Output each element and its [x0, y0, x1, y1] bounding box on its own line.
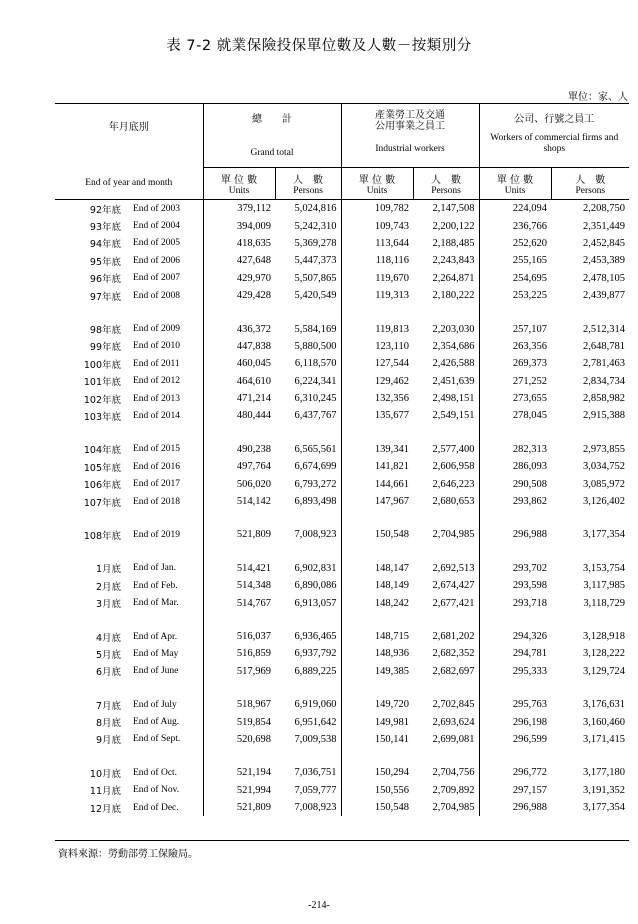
table-row: [55, 407, 629, 424]
total-persons-cell: 6,890,086: [294, 580, 337, 592]
commercial-persons-cell: 3,191,352: [583, 784, 626, 796]
page-number: -214-: [308, 900, 330, 911]
commercial-persons-cell: 3,176,631: [583, 699, 626, 711]
period-header-en: End of year and month: [85, 178, 173, 188]
industrial-units-cell: 149,385: [341, 663, 413, 680]
commercial-persons-cell: 2,452,845: [583, 237, 626, 249]
table-row: [55, 628, 629, 645]
commercial-units-cell: 293,862: [479, 493, 551, 510]
unit-label: 單位：家、人: [568, 92, 628, 103]
total-persons-cell: 6,902,831: [294, 562, 337, 574]
spacer-row: [55, 680, 629, 696]
industrial-persons-cell: 2,180,222: [432, 290, 475, 302]
sub-header-units-en: Units: [366, 186, 388, 196]
commercial-units-cell: 254,695: [479, 270, 551, 287]
industrial-units-cell: 132,356: [341, 390, 413, 407]
commercial-persons-cell: 2,973,855: [583, 443, 626, 455]
commercial-units-cell: 293,718: [479, 594, 551, 611]
period-en: End of Oct.: [133, 767, 178, 778]
table-row: [55, 355, 629, 372]
industrial-persons-cell: 2,549,151: [432, 410, 475, 422]
period-en: End of Dec.: [133, 802, 179, 813]
commercial-persons-cell: 2,915,388: [583, 410, 626, 422]
industrial-persons-cell: 2,243,843: [432, 255, 475, 267]
industrial-units-cell: 149,981: [341, 713, 413, 730]
industrial-persons-cell: 2,702,845: [432, 699, 475, 711]
total-units-cell: 506,020: [203, 475, 275, 492]
total-persons-cell: 6,224,341: [294, 375, 337, 387]
group-header-commercial-zh: 公司、行號之員工: [514, 114, 595, 125]
period-zh: 105年底: [83, 462, 121, 474]
period-zh: 103年底: [83, 411, 121, 423]
industrial-persons-cell: 2,704,756: [432, 767, 475, 779]
commercial-persons-cell: 3,128,222: [583, 648, 626, 660]
commercial-persons-cell: 3,153,754: [583, 562, 626, 574]
total-persons-cell: 5,420,549: [294, 290, 337, 302]
industrial-persons-cell: 2,709,892: [432, 784, 475, 796]
total-units-cell: 514,421: [203, 560, 275, 577]
total-units-cell: 436,372: [203, 320, 275, 337]
table-row: [55, 594, 629, 611]
industrial-persons-cell: 2,354,686: [432, 340, 475, 352]
period-en: End of 2011: [133, 358, 180, 369]
table-row: [55, 373, 629, 390]
total-persons-cell: 6,913,057: [294, 597, 337, 609]
commercial-units-cell: 282,313: [479, 441, 551, 458]
total-units-cell: 514,348: [203, 577, 275, 594]
commercial-persons-cell: 3,160,460: [583, 716, 626, 728]
commercial-persons-cell: 3,177,180: [583, 767, 626, 779]
total-persons-cell: 7,008,923: [294, 802, 337, 814]
total-persons-cell: 5,447,373: [294, 255, 337, 267]
period-en: End of 2010: [133, 341, 180, 352]
group-header-industrial-en: Industrial workers: [375, 144, 445, 154]
industrial-units-cell: 150,548: [341, 526, 413, 543]
period-en: End of 2013: [133, 393, 180, 404]
total-units-cell: 429,428: [203, 287, 275, 304]
period-zh: 97年底: [89, 291, 121, 303]
period-zh: 2月底: [95, 581, 121, 593]
period-zh: 104年底: [83, 445, 121, 457]
commercial-persons-cell: 3,129,724: [583, 665, 626, 677]
industrial-units-cell: 148,149: [341, 577, 413, 594]
period-header-zh: 年月底別: [108, 122, 149, 133]
period-zh: 9月底: [95, 735, 121, 747]
industrial-units-cell: 139,341: [341, 441, 413, 458]
industrial-persons-cell: 2,188,485: [432, 237, 475, 249]
period-zh: 4月底: [95, 632, 121, 644]
total-persons-cell: 6,437,767: [294, 410, 337, 422]
industrial-persons-cell: 2,200,122: [432, 220, 475, 232]
period-en: End of 2012: [133, 376, 180, 387]
commercial-units-cell: 269,373: [479, 355, 551, 372]
period-en: End of 2003: [133, 203, 180, 214]
commercial-units-cell: 295,763: [479, 696, 551, 713]
total-units-cell: 516,037: [203, 628, 275, 645]
commercial-units-cell: 253,225: [479, 287, 551, 304]
period-en: End of 2004: [133, 221, 180, 232]
period-zh: 5月底: [95, 649, 121, 661]
period-en: End of Sept.: [133, 734, 181, 745]
total-units-cell: 517,969: [203, 663, 275, 680]
commercial-units-cell: 273,655: [479, 390, 551, 407]
period-zh: 1月底: [95, 564, 121, 576]
industrial-units-cell: 109,782: [341, 200, 413, 218]
total-persons-cell: 6,919,060: [294, 699, 337, 711]
commercial-persons-cell: 3,126,402: [583, 496, 626, 508]
table-row: [55, 560, 629, 577]
sub-header-persons-zh: 人 數: [293, 175, 323, 186]
period-zh: 7月底: [95, 700, 121, 712]
table-row: [55, 338, 629, 355]
group-header-commercial-en: Workers of commercial firms and shops: [490, 133, 619, 154]
spacer-row: [55, 425, 629, 441]
commercial-persons-cell: 2,648,781: [583, 340, 626, 352]
period-en: End of 2006: [133, 255, 180, 266]
total-units-cell: 518,967: [203, 696, 275, 713]
sub-header-persons-en: Persons: [575, 186, 606, 196]
period-zh: 3月底: [95, 599, 121, 611]
commercial-units-cell: 296,198: [479, 713, 551, 730]
spacer-row: [55, 510, 629, 526]
table-row: [55, 287, 629, 304]
industrial-units-cell: 150,556: [341, 782, 413, 799]
sub-header-units-en: Units: [504, 186, 526, 196]
group-header-industrial-zh: 產業勞工及交通 公用事業之員工: [375, 110, 446, 132]
period-zh: 100年底: [83, 359, 121, 371]
period-en: End of 2019: [133, 529, 180, 540]
total-persons-cell: 7,036,751: [294, 767, 337, 779]
period-zh: 95年底: [89, 256, 121, 268]
period-zh: 10月底: [89, 768, 121, 780]
total-persons-cell: 5,242,310: [294, 220, 337, 232]
total-units-cell: 460,045: [203, 355, 275, 372]
sub-header-persons-en: Persons: [293, 186, 323, 196]
period-zh: 92年底: [89, 204, 121, 216]
total-persons-cell: 6,936,465: [294, 631, 337, 642]
commercial-persons-cell: 3,085,972: [583, 478, 626, 490]
industrial-units-cell: 150,141: [341, 731, 413, 748]
commercial-persons-cell: 2,478,105: [583, 272, 626, 284]
industrial-units-cell: 141,821: [341, 458, 413, 475]
industrial-units-cell: 149,720: [341, 696, 413, 713]
table-row: [55, 458, 629, 475]
industrial-persons-cell: 2,692,513: [432, 562, 475, 574]
commercial-persons-cell: 3,171,415: [583, 733, 626, 745]
commercial-persons-cell: 3,034,752: [583, 461, 626, 473]
group-header-total-zh: 總 計: [252, 114, 292, 125]
table-row: [55, 200, 629, 218]
industrial-units-cell: 127,544: [341, 355, 413, 372]
commercial-persons-cell: 2,453,389: [583, 255, 626, 267]
commercial-persons-cell: 2,351,449: [583, 220, 626, 232]
table-row: [55, 799, 629, 816]
commercial-units-cell: 294,326: [479, 628, 551, 645]
total-persons-cell: 6,793,272: [294, 478, 337, 490]
period-en: End of 2005: [133, 238, 180, 249]
industrial-units-cell: 147,967: [341, 493, 413, 510]
industrial-units-cell: 123,110: [341, 338, 413, 355]
total-units-cell: 521,994: [203, 782, 275, 799]
total-units-cell: 516,859: [203, 645, 275, 662]
sub-header-units-zh: 單 位 數: [220, 175, 258, 186]
table-row: [55, 731, 629, 748]
group-header-total-en: Grand total: [250, 148, 294, 158]
total-persons-cell: 7,008,923: [294, 529, 337, 541]
period-en: End of June: [133, 666, 179, 677]
industrial-persons-cell: 2,203,030: [432, 323, 475, 335]
total-units-cell: 514,142: [203, 493, 275, 510]
industrial-persons-cell: 2,606,958: [432, 461, 475, 473]
table-row: [55, 577, 629, 594]
total-units-cell: 519,854: [203, 713, 275, 730]
period-zh: 99年底: [89, 342, 121, 354]
industrial-units-cell: 144,661: [341, 475, 413, 492]
period-en: End of 2014: [133, 410, 180, 421]
commercial-units-cell: 257,107: [479, 320, 551, 337]
commercial-persons-cell: 2,858,982: [583, 393, 626, 405]
commercial-persons-cell: 3,128,918: [583, 631, 626, 642]
table-row: [55, 320, 629, 337]
table-row: [55, 645, 629, 662]
period-zh: 108年底: [83, 530, 121, 542]
period-zh: 11月底: [89, 786, 121, 798]
commercial-units-cell: 293,598: [479, 577, 551, 594]
total-units-cell: 521,809: [203, 526, 275, 543]
period-zh: 98年底: [89, 325, 121, 337]
total-units-cell: 447,838: [203, 338, 275, 355]
commercial-units-cell: 224,094: [479, 200, 551, 218]
table-row: [55, 270, 629, 287]
period-en: End of July: [133, 699, 177, 710]
sub-header-units-zh: 單 位 數: [496, 175, 534, 186]
commercial-units-cell: 263,356: [479, 338, 551, 355]
sub-header-persons-zh: 人 數: [431, 175, 462, 186]
total-units-cell: 521,194: [203, 764, 275, 781]
total-units-cell: 480,444: [203, 407, 275, 424]
commercial-units-cell: 252,620: [479, 235, 551, 252]
total-units-cell: 520,698: [203, 731, 275, 748]
table-row: [55, 441, 629, 458]
total-persons-cell: 6,310,245: [294, 393, 337, 405]
table-row: [55, 696, 629, 713]
commercial-units-cell: 296,988: [479, 526, 551, 543]
table-row: [55, 390, 629, 407]
total-persons-cell: 6,951,642: [294, 716, 337, 728]
industrial-units-cell: 129,462: [341, 373, 413, 390]
total-units-cell: 471,214: [203, 390, 275, 407]
period-zh: 8月底: [95, 718, 121, 730]
total-persons-cell: 5,584,169: [294, 323, 337, 335]
commercial-units-cell: 296,599: [479, 731, 551, 748]
commercial-units-cell: 278,045: [479, 407, 551, 424]
total-units-cell: 490,238: [203, 441, 275, 458]
commercial-units-cell: 271,252: [479, 373, 551, 390]
commercial-units-cell: 296,772: [479, 764, 551, 781]
commercial-units-cell: 296,988: [479, 799, 551, 816]
industrial-persons-cell: 2,699,081: [432, 733, 475, 745]
commercial-units-cell: 294,781: [479, 645, 551, 662]
table-body: [55, 200, 629, 817]
spacer-row: [55, 544, 629, 560]
sub-header-units-en: Units: [228, 186, 250, 196]
period-en: End of Feb.: [133, 580, 178, 591]
commercial-units-cell: 295,333: [479, 663, 551, 680]
industrial-units-cell: 119,313: [341, 287, 413, 304]
commercial-persons-cell: 2,208,750: [583, 203, 626, 215]
total-persons-cell: 6,674,699: [294, 461, 337, 473]
period-en: End of 2018: [133, 496, 180, 507]
period-en: End of Aug.: [133, 717, 180, 728]
commercial-units-cell: 255,165: [479, 252, 551, 269]
spacer-row: [55, 612, 629, 628]
total-persons-cell: 7,059,777: [294, 784, 337, 796]
industrial-persons-cell: 2,677,421: [432, 597, 475, 609]
period-en: End of 2007: [133, 273, 180, 284]
period-zh: 94年底: [89, 239, 121, 251]
sub-header-persons-zh: 人 數: [575, 175, 606, 186]
commercial-persons-cell: 3,118,729: [583, 597, 626, 609]
industrial-units-cell: 118,116: [341, 252, 413, 269]
total-units-cell: 464,610: [203, 373, 275, 390]
table-row: [55, 235, 629, 252]
insurance-table: [55, 103, 629, 816]
total-units-cell: 429,970: [203, 270, 275, 287]
commercial-persons-cell: 2,439,877: [583, 290, 626, 302]
industrial-units-cell: 150,294: [341, 764, 413, 781]
period-zh: 6月底: [95, 667, 121, 679]
table-bottom-rule: [55, 840, 629, 841]
total-persons-cell: 6,889,225: [294, 665, 337, 677]
total-persons-cell: 5,507,865: [294, 272, 337, 284]
industrial-persons-cell: 2,498,151: [432, 393, 475, 405]
commercial-persons-cell: 2,781,463: [583, 358, 626, 370]
table-row: [55, 493, 629, 510]
industrial-persons-cell: 2,680,653: [432, 496, 475, 508]
industrial-persons-cell: 2,682,352: [432, 648, 475, 660]
commercial-units-cell: 290,508: [479, 475, 551, 492]
industrial-persons-cell: 2,426,588: [432, 358, 475, 370]
industrial-persons-cell: 2,646,223: [432, 478, 475, 490]
period-en: End of May: [133, 648, 179, 659]
industrial-persons-cell: 2,693,624: [432, 716, 475, 728]
industrial-units-cell: 148,242: [341, 594, 413, 611]
commercial-units-cell: 297,157: [479, 782, 551, 799]
total-persons-cell: 6,937,792: [294, 648, 337, 660]
total-persons-cell: 6,893,498: [294, 496, 337, 508]
commercial-persons-cell: 3,177,354: [583, 802, 626, 814]
period-en: End of 2008: [133, 290, 180, 301]
total-units-cell: 497,764: [203, 458, 275, 475]
commercial-units-cell: 293,702: [479, 560, 551, 577]
period-zh: 96年底: [89, 274, 121, 286]
commercial-units-cell: 236,766: [479, 217, 551, 234]
period-zh: 12月底: [89, 803, 121, 815]
page-title: 表 7-2 就業保險投保單位數及人數－按類別分: [166, 38, 472, 54]
sub-header-persons-en: Persons: [431, 186, 461, 196]
period-en: End of 2017: [133, 479, 180, 490]
commercial-persons-cell: 2,512,314: [583, 323, 626, 335]
total-units-cell: 394,009: [203, 217, 275, 234]
table-row: [55, 252, 629, 269]
industrial-persons-cell: 2,704,985: [432, 529, 475, 541]
industrial-units-cell: 150,548: [341, 799, 413, 816]
industrial-units-cell: 119,813: [341, 320, 413, 337]
period-en: End of Nov.: [133, 785, 180, 796]
total-persons-cell: 6,118,570: [294, 358, 337, 370]
total-persons-cell: 5,369,278: [294, 237, 337, 249]
period-en: End of Mar.: [133, 598, 179, 609]
period-zh: 106年底: [83, 480, 121, 492]
total-units-cell: 418,635: [203, 235, 275, 252]
industrial-persons-cell: 2,451,639: [432, 375, 475, 387]
industrial-units-cell: 135,677: [341, 407, 413, 424]
industrial-persons-cell: 2,577,400: [432, 443, 475, 455]
sub-header-units-zh: 單 位 數: [358, 175, 396, 186]
spacer-row: [55, 304, 629, 320]
table-row: [55, 782, 629, 799]
industrial-persons-cell: 2,674,427: [432, 580, 475, 592]
period-zh: 101年底: [83, 377, 121, 389]
commercial-persons-cell: 3,177,354: [583, 529, 626, 541]
industrial-units-cell: 113,644: [341, 235, 413, 252]
commercial-persons-cell: 3,117,985: [583, 580, 626, 592]
total-units-cell: 514,767: [203, 594, 275, 611]
table-row: [55, 526, 629, 543]
industrial-units-cell: 119,670: [341, 270, 413, 287]
total-persons-cell: 5,880,500: [294, 340, 337, 352]
period-en: End of Jan.: [133, 563, 177, 574]
industrial-units-cell: 148,147: [341, 560, 413, 577]
industrial-persons-cell: 2,682,697: [432, 665, 475, 677]
industrial-units-cell: 148,715: [341, 628, 413, 645]
industrial-units-cell: 148,936: [341, 645, 413, 662]
total-persons-cell: 6,565,561: [294, 443, 337, 455]
period-zh: 107年底: [83, 497, 121, 509]
period-en: End of 2015: [133, 444, 180, 455]
industrial-persons-cell: 2,264,871: [432, 272, 475, 284]
commercial-persons-cell: 2,834,734: [583, 375, 626, 387]
period-zh: 93年底: [89, 222, 121, 234]
industrial-units-cell: 109,743: [341, 217, 413, 234]
total-units-cell: 379,112: [203, 200, 275, 218]
commercial-units-cell: 286,093: [479, 458, 551, 475]
period-zh: 102年底: [83, 394, 121, 406]
table-row: [55, 663, 629, 680]
table-row: [55, 475, 629, 492]
table-row: [55, 713, 629, 730]
total-persons-cell: 5,024,816: [294, 203, 337, 215]
industrial-persons-cell: 2,704,985: [432, 802, 475, 814]
period-en: End of Apr.: [133, 631, 178, 642]
industrial-persons-cell: 2,681,202: [432, 631, 475, 642]
total-persons-cell: 7,009,538: [294, 733, 337, 745]
source-note: 資料來源：勞動部勞工保險局。: [58, 849, 198, 860]
period-en: End of 2016: [133, 461, 180, 472]
period-en: End of 2009: [133, 324, 180, 335]
table-row: [55, 764, 629, 781]
total-units-cell: 427,648: [203, 252, 275, 269]
industrial-persons-cell: 2,147,508: [432, 203, 475, 215]
spacer-row: [55, 748, 629, 764]
table-row: [55, 217, 629, 234]
total-units-cell: 521,809: [203, 799, 275, 816]
